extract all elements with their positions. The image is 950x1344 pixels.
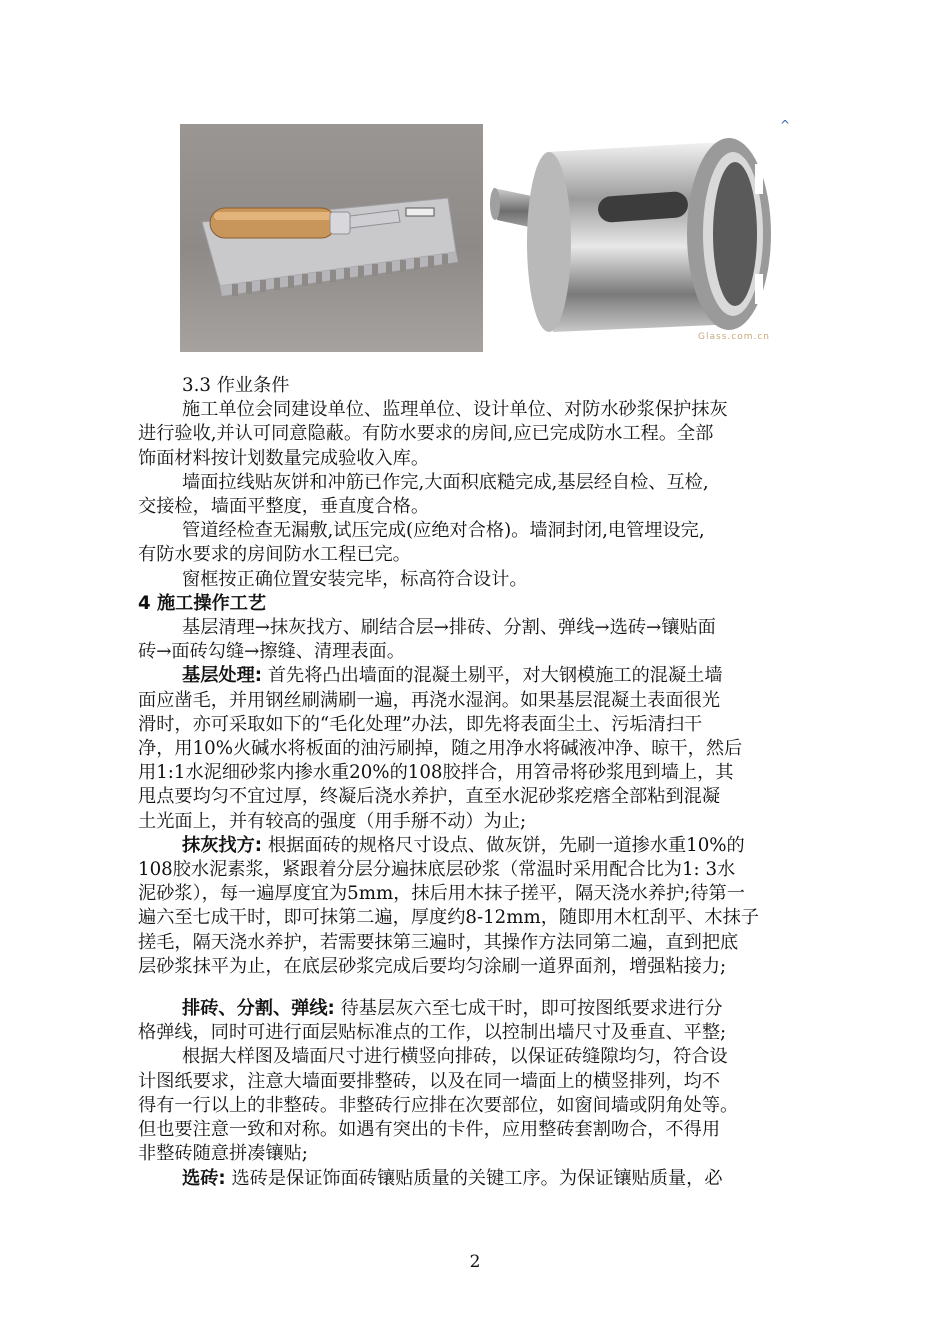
term-label: 基层处理: <box>182 665 263 687</box>
paragraph-line: 砖→面砖勾缝→擦缝、清理表面。 <box>138 641 405 663</box>
paragraph-line: 施工单位会同建设单位、监理单位、设计单位、对防水砂浆保护抹灰 <box>182 399 728 421</box>
paragraph-line: 面应凿毛，并用钢丝刷满刷一遍，再浇水湿润。如果基层混凝土表面很光 <box>138 689 721 711</box>
paragraph-text: 选砖是保证饰面砖镶贴质量的关键工序。为保证镶贴质量，必 <box>225 1167 723 1189</box>
paragraph-line: 进行验收,并认可同意隐蔽。有防水要求的房间,应已完成防水工程。全部 <box>138 423 714 445</box>
paragraph-line: 根据大样图及墙面尺寸进行横竖向排砖，以保证砖缝隙均匀，符合设 <box>182 1046 728 1068</box>
paragraph-line: 滑时，亦可采取如下的“毛化处理”办法，即先将表面尘土、污垢清扫干 <box>138 713 703 735</box>
page-number: 2 <box>469 1252 481 1272</box>
paragraph-line: 但也要注意一致和对称。如遇有突出的卡件，应用整砖套割吻合，不得用 <box>138 1119 721 1141</box>
paragraph-line: 108胶水泥素浆，紧跟着分层分遍抹底层砂浆（常温时采用配合比为1: 3水 <box>138 859 736 881</box>
paragraph-line: 净，用10%火碱水将板面的油污刷掉，随之用净水将碱液冲净、晾干，然后 <box>138 738 743 760</box>
paragraph-line <box>138 834 838 858</box>
paragraph-line <box>138 997 838 1021</box>
hole-saw-illustration <box>483 124 788 352</box>
watermark: Glass.com.cn <box>698 332 770 342</box>
paragraph-line: 管道经检查无漏敷,试压完成(应绝对合格)。墙洞封闭,电管埋设完, <box>182 520 705 542</box>
blank-line <box>138 979 838 997</box>
body-text <box>138 374 838 1191</box>
term-label: 选砖: <box>182 1167 226 1189</box>
paragraph-line: 遍六至七成干时，即可抹第二遍，厚度约8-12mm，随即用木杠刮平、木抹子 <box>138 907 759 929</box>
paragraph-text: 根据面砖的规格尺寸设点、做灰饼，先刷一道掺水重10%的 <box>262 834 745 856</box>
section-heading-4: 4 施工操作工艺 <box>138 592 267 614</box>
caret-mark: ^ <box>780 118 791 132</box>
term-label: 抹灰找方: <box>182 834 263 856</box>
paragraph-line <box>138 664 838 688</box>
paragraph-line <box>138 1167 838 1191</box>
paragraph-line: 非整砖随意拼凑镶贴; <box>138 1143 308 1165</box>
paragraph-line: 泥砂浆），每一遍厚度宜为5mm，抹后用木抹子搓平，隔天浇水养护;待第一 <box>138 883 745 905</box>
paragraph-line: 窗框按正确位置安装完毕，标高符合设计。 <box>182 568 528 590</box>
paragraph-line: 甩点要均匀不宜过厚，终凝后浇水养护，直至水泥砂浆疙瘩全部粘到混凝 <box>138 786 721 808</box>
paragraph-line: 得有一行以上的非整砖。非整砖行应排在次要部位，如窗间墙或阴角处等。 <box>138 1094 739 1116</box>
paragraph-line: 墙面拉线贴灰饼和冲筋已作完,大面积底糙完成,基层经自检、互检, <box>182 471 709 493</box>
paragraph-line: 饰面材料按计划数量完成验收入库。 <box>138 447 430 469</box>
notched-trowel-illustration <box>180 124 483 352</box>
paragraph-line: 基层清理→抹灰找方、刷结合层→排砖、分割、弹线→选砖→镶贴面 <box>182 617 716 639</box>
product-photos <box>180 124 788 352</box>
notched-trowel-photo <box>180 124 483 352</box>
paragraph-line: 格弹线，同时可进行面层贴标准点的工作，以控制出墙尺寸及垂直、平整; <box>138 1022 727 1044</box>
paragraph-line: 搓毛，隔天浇水养护，若需要抹第三遍时，其操作方法同第二遍，直到把底 <box>138 931 739 953</box>
paragraph-line: 有防水要求的房间防水工程已完。 <box>138 544 411 566</box>
term-label: 排砖、分割、弹线: <box>182 998 335 1020</box>
paragraph-line: 层砂浆抹平为止，在底层砂浆完成后要均匀涂刷一道界面剂，增强粘接力; <box>138 955 727 977</box>
paragraph-line: 计图纸要求，注意大墙面要排整砖，以及在同一墙面上的横竖排列，均不 <box>138 1070 721 1092</box>
section-heading-3-3: 3.3 作业条件 <box>182 375 290 396</box>
paragraph-text: 首先将凸出墙面的混凝土剔平，对大钢模施工的混凝土墙 <box>262 665 723 687</box>
paragraph-line: 交接检，墙面平整度，垂直度合格。 <box>138 496 430 518</box>
paragraph-line: 土光面上，并有较高的强度（用手掰不动）为止; <box>138 810 527 832</box>
diamond-hole-saw-photo <box>483 124 788 352</box>
paragraph-line: 用1:1水泥细砂浆内掺水重20%的108胶拌合，用笤帚将砂浆甩到墙上，其 <box>138 762 734 784</box>
paragraph-text: 待基层灰六至七成干时，即可按图纸要求进行分 <box>334 998 723 1020</box>
